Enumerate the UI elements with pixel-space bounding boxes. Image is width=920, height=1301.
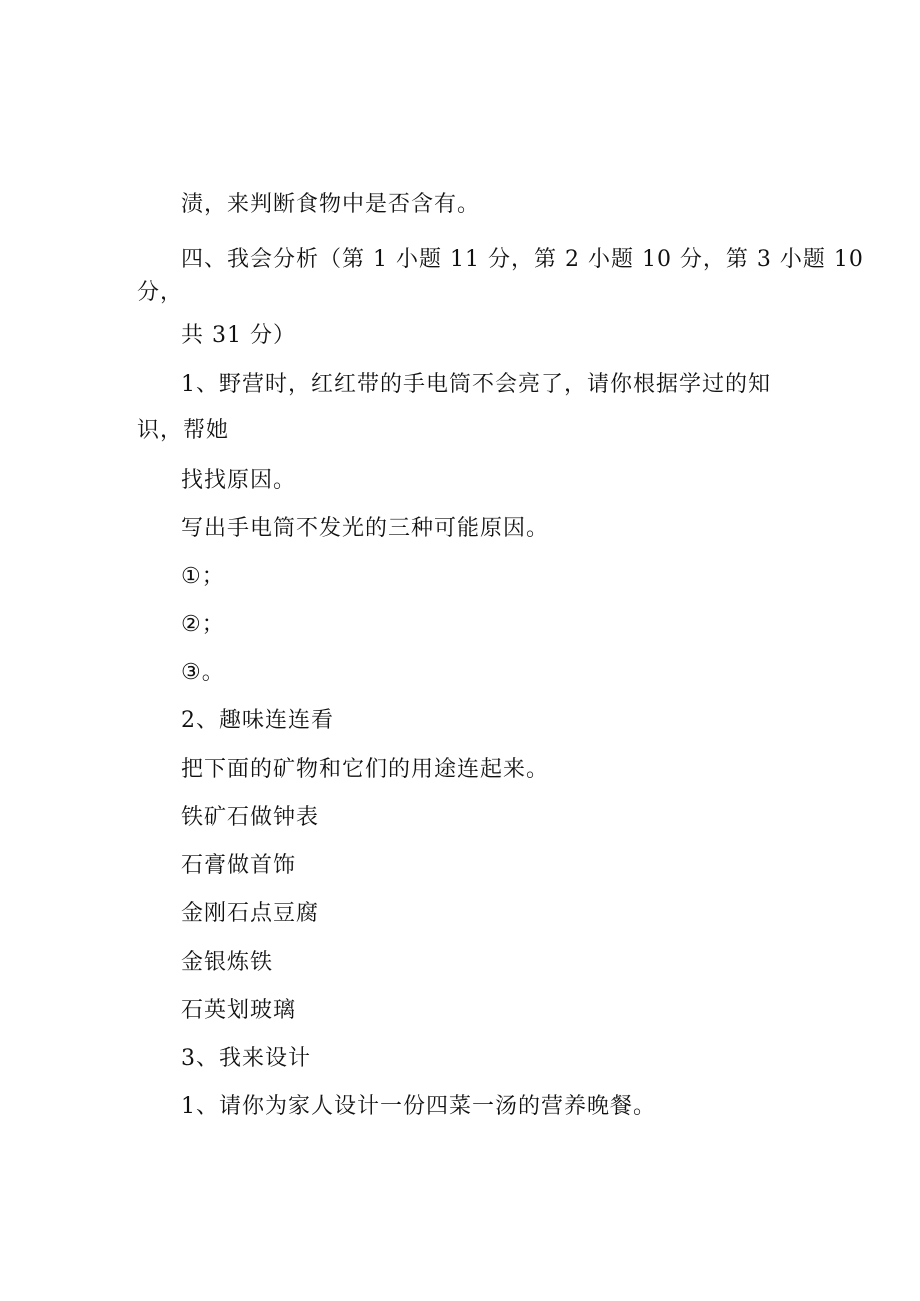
question-1-text-wrap: 识，帮她	[137, 418, 230, 443]
section-four-total: 共 31 分）	[181, 323, 296, 348]
question-1-text-end: 找找原因。	[181, 468, 297, 493]
match-item-5: 石英划玻璃	[181, 998, 297, 1023]
answer-blank-3: ③。	[181, 660, 225, 685]
question-1-instruction: 写出手电筒不发光的三种可能原因。	[181, 516, 550, 541]
text-line-stain-test: 渍，来判断食物中是否含有。	[181, 192, 481, 217]
answer-blank-1: ①；	[181, 564, 225, 589]
answer-blank-2: ②；	[181, 612, 225, 637]
match-item-2: 石膏做首饰	[181, 853, 297, 878]
question-2-heading: 2、趣味连连看	[181, 708, 334, 733]
question-3-heading: 3、我来设计	[181, 1046, 311, 1071]
question-3-task-1: 1、请你为家人设计一份四菜一汤的营养晚餐。	[181, 1094, 656, 1119]
match-item-1: 铁矿石做钟表	[181, 805, 320, 830]
question-1-text: 1、野营时，红红带的手电筒不会亮了，请你根据学过的知	[181, 372, 771, 397]
section-four-heading-wrap: 分，	[137, 280, 184, 305]
match-item-4: 金银炼铁	[181, 950, 274, 975]
match-item-3: 金刚石点豆腐	[181, 901, 320, 926]
question-2-instruction: 把下面的矿物和它们的用途连起来。	[181, 757, 550, 782]
section-four-heading: 四、我会分析（第 1 小题 11 分，第 2 小题 10 分，第 3 小题 10	[181, 247, 864, 272]
